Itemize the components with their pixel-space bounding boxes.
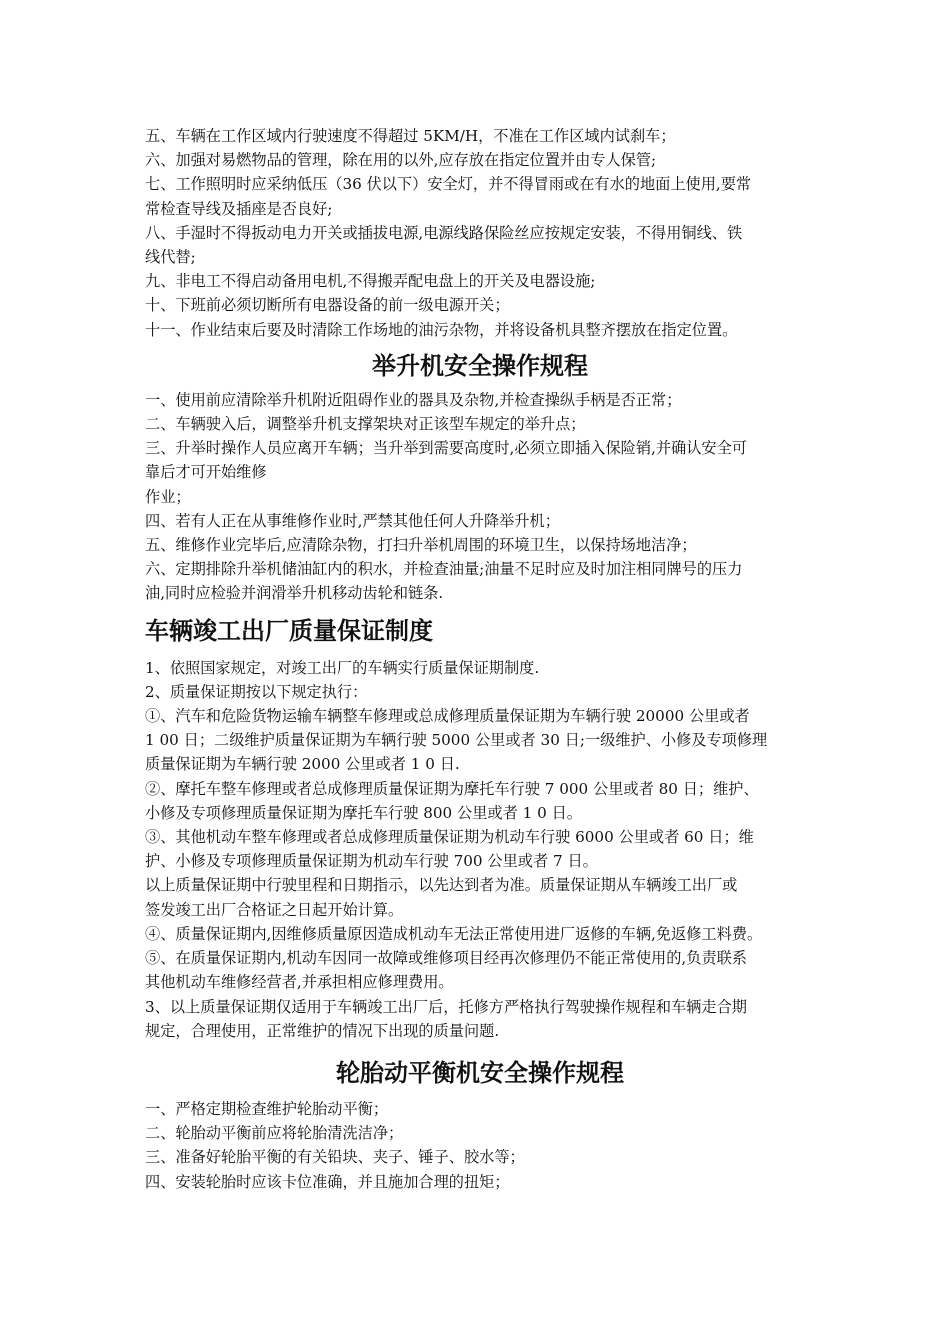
rule-line: 二、轮胎动平衡前应将轮胎清洗洁净； [145,1124,404,1143]
rule-line: 作业； [145,487,191,506]
rule-line: 护、小修及专项修理质量保证期为机动车行驶 700 公里或者 7 日。 [145,852,598,871]
rule-line: 二、车辆驶入后，调整举升机支撑架块对正该型车规定的举升点； [145,415,586,434]
rule-line: 十、下班前必须切断所有电器设备的前一级电源开关； [145,296,510,315]
rule-line: 1、依照国家规定，对竣工出厂的车辆实行质量保证期制度. [145,658,540,677]
rule-line: 规定，合理使用，正常维护的情况下出现的质量问题. [145,1021,500,1040]
warranty-rules [145,656,815,1043]
document-page [145,124,815,1194]
intro-rules [145,124,815,342]
rule-line: 四、安装轮胎时应该卡位准确，并且施加合理的扭矩； [145,1172,510,1191]
rule-line: 五、维修作业完毕后,应清除杂物，打扫升举机周围的环境卫生，以保持场地洁净； [145,536,697,555]
rule-line: 六、加强对易燃物品的管理，除在用的以外,应存放在指定位置并由专人保管; [145,151,657,170]
rule-line: 三、准备好轮胎平衡的有关铅块、夹子、锤子、胶水等； [145,1148,525,1167]
rule-line: 线代替; [145,248,196,267]
rule-line: ⑤、在质量保证期内,机动车因同一故障或维修项目经再次修理仍不能正常使用的,负责联系 [145,949,747,968]
rule-line: 3、以上质量保证期仅适用于车辆竣工出厂后，托修方严格执行驾驶操作规程和车辆走合期 [145,997,747,1016]
rule-line: 七、工作照明时应采纳低压（36 伏以下）安全灯，并不得冒雨或在有水的地面上使用,要常 [145,175,752,194]
rule-line: 靠后才可开始维修 [145,463,267,482]
rule-line: 签发竣工出厂合格证之日起开始计算。 [145,900,404,919]
rule-line: 五、车辆在工作区域内行驶速度不得超过 5KM/H，不准在工作区域内试刹车； [145,127,676,145]
rule-line: ②、摩托车整车修理或者总成修理质量保证期为摩托车行驶 7 000 公里或者 80 日；维护、 [145,779,759,798]
rule-line: 以上质量保证期中行驶里程和日期指示，以先达到者为准。质量保证期从车辆竣工出厂或 [145,876,738,895]
rule-line: 九、非电工不得启动备用电机,不得搬弄配电盘上的开关及电器设施; [145,272,596,291]
rule-line: ④、质量保证期内,因维修质量原因造成机动车无法正常使用进厂返修的车辆,免返修工料费。 [145,924,763,943]
rule-line: 一、使用前应清除举升机附近阻碍作业的器具及杂物,并检查操纵手柄是否正常； [145,390,682,409]
rule-line: 小修及专项修理质量保证期为摩托车行驶 800 公里或者 1 0 日。 [145,803,582,822]
rule-line: 六、定期排除升举机储油缸内的积水，并检查油量;油量不足时应及时加注相同牌号的压力 [145,560,743,579]
rule-line: 八、手湿时不得扳动电力开关或插拔电源,电源线路保险丝应按规定安装，不得用铜线、铁 [145,223,743,242]
rule-line: 十一、作业结束后要及时清除工作场地的油污杂物，并将设备机具整齐摆放在指定位置。 [145,320,738,339]
balancer-rules [145,1097,815,1194]
rule-line: 1 00 日；二级维护质量保证期为车辆行驶 5000 公里或者 30 日;一级维护、小修及专项修理 [145,731,768,750]
lift-rules [145,388,815,606]
balancer-section-title: 轮胎动平衡机安全操作规程 [336,1058,624,1087]
warranty-section-title: 车辆竣工出厂质量保证制度 [145,616,433,645]
rule-line: ①、汽车和危险货物运输车辆整车修理或总成修理质量保证期为车辆行驶 20000 公里或者 [145,707,750,726]
rule-line: 常检查导线及插座是否良好; [145,199,333,218]
rule-line: 四、若有人正在从事维修作业时,严禁其他任何人升降举升机； [145,511,560,530]
lift-section-title: 举升机安全操作规程 [372,351,588,380]
rule-line: 其他机动车维修经营者,并承担相应修理费用。 [145,973,454,992]
rule-line: 一、严格定期检查维护轮胎动平衡； [145,1099,388,1118]
rule-line: 油,同时应检验并润滑举升机移动齿轮和链条. [145,584,444,603]
rule-line: 2、质量保证期按以下规定执行： [145,682,368,701]
rule-line: ③、其他机动车整车修理或者总成修理质量保证期为机动车行驶 6000 公里或者 60 日；维 [145,828,754,847]
rule-line: 质量保证期为车辆行驶 2000 公里或者 1 0 日. [145,755,460,774]
rule-line: 三、升举时操作人员应离开车辆；当升举到需要高度时,必须立即插入保险销,并确认安全可 [145,439,747,458]
